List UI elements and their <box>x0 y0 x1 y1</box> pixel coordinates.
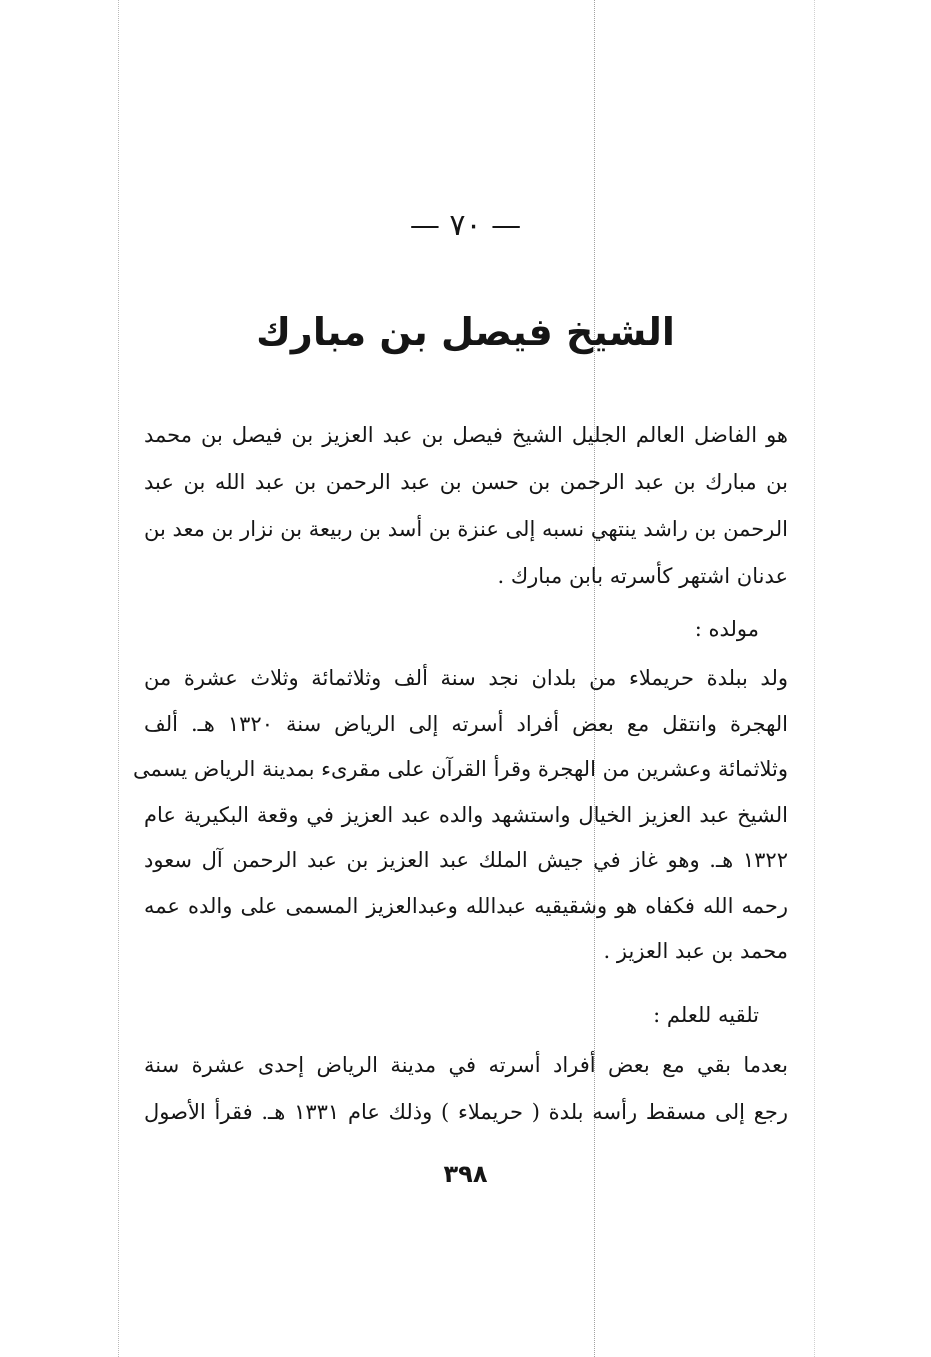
birth-heading: مولده : <box>694 617 759 641</box>
birth-paragraph <box>132 656 788 975</box>
text-line: بن مبارك بن عبد الرحمن بن حسن بن عبد الرحمن بن عبد الله بن عبد <box>144 470 788 494</box>
text-line: بعدما بقي مع بعض أفراد أسرته في مدينة الرياض إحدى عشرة سنة <box>144 1053 788 1077</box>
bottom-page-number: ٣٩٨ <box>443 1160 488 1188</box>
page-title: الشيخ فيصل بن مبارك <box>256 310 675 354</box>
text-line: ولد ببلدة حريملاء من بلدان نجد سنة ألف وثلاثمائة وثلاث عشرة من <box>144 666 788 690</box>
text-line: الشيخ عبد العزيز الخيال واستشهد والده عبد العزيز في وقعة البكيرية عام <box>144 802 788 827</box>
text-line: محمد بن عبد العزيز . <box>603 939 788 963</box>
text-line: رحمه الله فكفاه هو وشقيقيه عبدالله وعبدالعزيز المسمى على والده عمه <box>144 893 788 918</box>
top-page-number: — ٧٠ — <box>409 208 522 243</box>
text-line: ١٣٢٢ هـ. وهو غاز في جيش الملك عبد العزيز بن عبد الرحمن آل سعود <box>144 848 788 872</box>
intro-paragraph <box>144 412 788 600</box>
study-paragraph <box>144 1042 788 1136</box>
text-line: عدنان اشتهر كأسرته بابن مبارك . <box>497 564 788 588</box>
text-line: وثلاثمائة وعشرين من الهجرة وقرأ القرآن على مقرىء بمدينة الرياض يسمى <box>132 757 788 781</box>
study-heading: تلقيه للعلم : <box>653 1003 759 1027</box>
text-line: الرحمن بن راشد ينتهي نسبه إلى عنزة بن أسد بن ربيعة بن نزار بن معد بن <box>144 517 788 541</box>
scan-guide-line-left <box>118 0 119 1357</box>
text-line: الهجرة وانتقل مع بعض أفراد أسرته إلى الرياض سنة ١٣٢٠ هـ. ألف <box>144 711 788 736</box>
scan-guide-line-right <box>814 0 815 1357</box>
text-line: رجع إلى مسقط رأسه بلدة ( حريملاء ) وذلك عام ١٣٣١ هـ. فقرأ الأصول <box>144 1100 788 1124</box>
text-line: هو الفاضل العالم الجليل الشيخ فيصل بن عبد العزيز بن فيصل بن محمد <box>144 423 788 447</box>
